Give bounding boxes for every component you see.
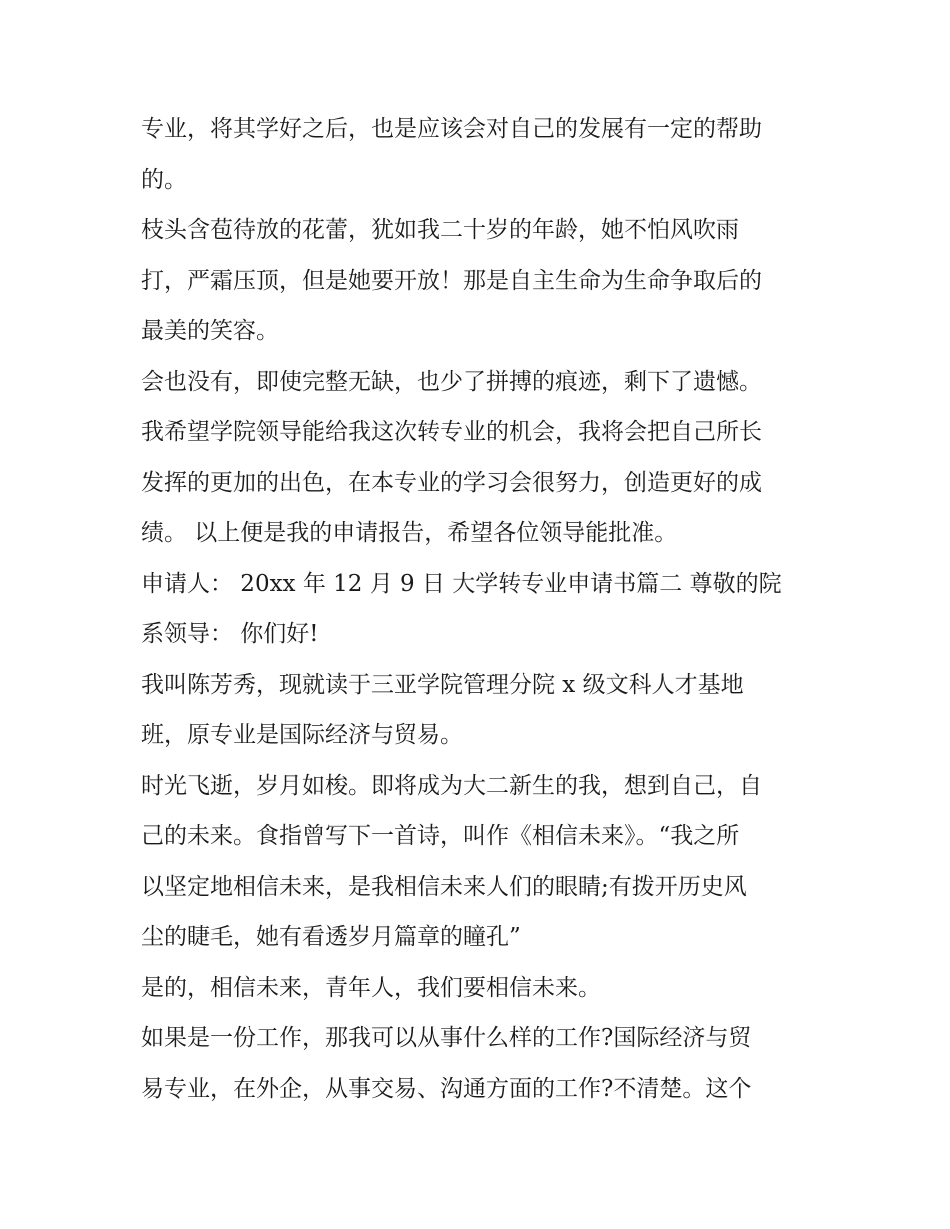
- text-line: 易专业，在外企，从事交易、沟通方面的工作?不清楚。这个: [141, 1075, 752, 1102]
- text-line: 尘的睫毛，她有看透岁月篇章的瞳孔”: [141, 924, 521, 950]
- text-line: 时光飞逝，岁月如梭。即将成为大二新生的我，想到自己，自: [141, 772, 762, 799]
- text-line: 打，严霜压顶，但是她要开放！那是自主生命为生命争取后的: [141, 267, 762, 294]
- text-line: 枝头含苞待放的花蕾，犹如我二十岁的年龄，她不怕风吹雨: [141, 217, 739, 243]
- text-line: 如果是一份工作，那我可以从事什么样的工作?国际经济与贸: [141, 1025, 752, 1051]
- text-line: 发挥的更加的出色，在本专业的学习会很努力，创造更好的成: [141, 469, 762, 496]
- text-line: 最美的笑容。: [141, 318, 279, 344]
- text-line: 是的，相信未来，青年人，我们要相信未来。: [141, 974, 601, 1001]
- text-line: 我叫陈芳秀，现就读于三亚学院管理分院 x 级文科人才基地: [141, 671, 744, 698]
- text-line: 系领导： 你们好!: [141, 621, 319, 647]
- text-line: 我希望学院领导能给我这次转专业的机会，我将会把自己所长: [141, 419, 762, 445]
- text-line: 绩。 以上便是我的申请报告，希望各位领导能批准。: [141, 520, 678, 546]
- document-body: [141, 104, 821, 1114]
- text-line: 班，原专业是国际经济与贸易。: [141, 722, 463, 748]
- text-line: 的。: [141, 166, 187, 193]
- text-line: 己的未来。食指曾写下一首诗，叫作《相信未来》。“我之所: [141, 823, 740, 849]
- text-line: 专业，将其学好之后，也是应该会对自己的发展有一定的帮助: [141, 116, 762, 142]
- text-line: 以坚定地相信未来，是我相信未来人们的眼睛;有拨开历史风: [141, 873, 747, 900]
- text-line: 会也没有，即使完整无缺，也少了拼搏的痕迹，剩下了遗憾。: [141, 368, 762, 395]
- text-line: 申请人： 20xx 年 12 月 9 日 大学转专业申请书篇二 尊敬的院: [141, 570, 782, 597]
